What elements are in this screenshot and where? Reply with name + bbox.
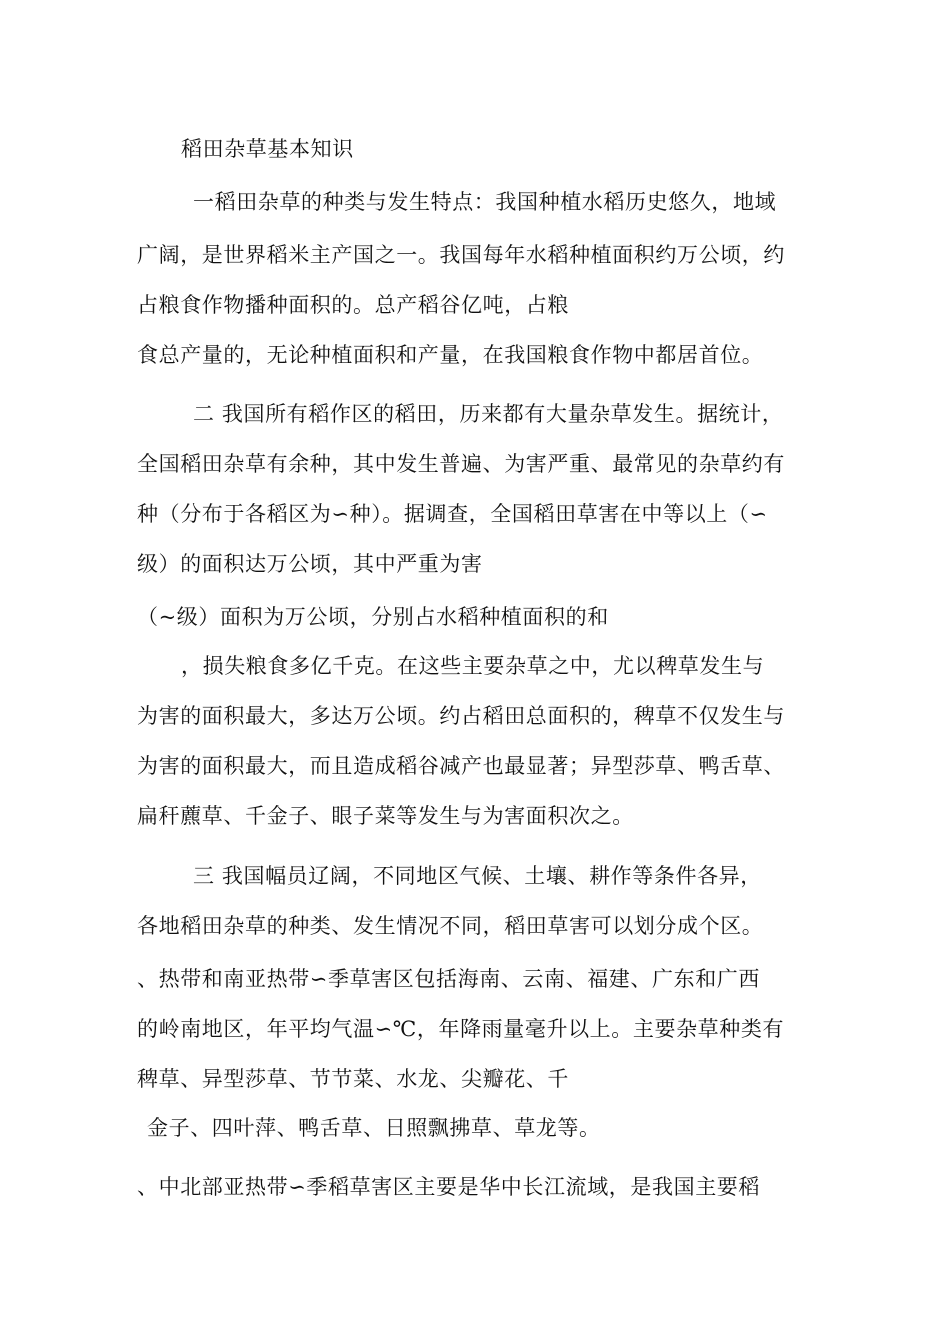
paragraph-line: 一稻田杂草的种类与发生特点：我国种植水稻历史悠久，地域 [193, 190, 777, 214]
paragraph-line: 稗草、异型莎草、节节菜、水龙、尖瓣花、千 [137, 1067, 569, 1091]
paragraph-line: 广阔，是世界稻米主产国之一。我国每年水稻种植面积约万公顷，约 [137, 243, 785, 267]
paragraph-line: 为害的面积最大，多达万公顷。约占稻田总面积的，稗草不仅发生与 [137, 704, 785, 728]
document-title: 稻田杂草基本知识 [181, 137, 354, 161]
paragraph-line: 为害的面积最大，而且造成稻谷减产也最显著；异型莎草、鸭舌草、 [137, 754, 785, 778]
paragraph-line: （~级）面积为万公顷，分别占水稻种植面积的和 [137, 605, 609, 629]
paragraph-line: 、中北部亚热带∽季稻草害区主要是华中长江流域，是我国主要稻 [137, 1175, 760, 1199]
paragraph-line: 全国稻田杂草有余种，其中发生普遍、为害严重、最常见的杂草约有 [137, 452, 785, 476]
paragraph-line: 的岭南地区，年平均气温∽℃，年降雨量毫升以上。主要杂草种类有 [137, 1017, 785, 1041]
paragraph-line: ，损失粮食多亿千克。在这些主要杂草之中，尤以稗草发生与 [181, 654, 765, 678]
paragraph-line: 金子、四叶萍、鸭舌草、日照飘拂草、草龙等。 [147, 1116, 601, 1140]
paragraph-line: 三 我国幅员辽阔，不同地区气候、土壤、耕作等条件各异， [193, 864, 762, 888]
paragraph-line: 各地稻田杂草的种类、发生情况不同，稻田草害可以划分成个区。 [137, 914, 764, 938]
paragraph-line: 食总产量的，无论种植面积和产量，在我国粮食作物中都居首位。 [137, 343, 764, 367]
paragraph-line: 占粮食作物播种面积的。总产稻谷亿吨，占粮 [137, 293, 569, 317]
paragraph-line: 种（分布于各稻区为∽种）。据调查，全国稻田草害在中等以上（∽ [137, 502, 768, 526]
paragraph-line: 二 我国所有稻作区的稻田，历来都有大量杂草发生。据统计， [193, 402, 784, 426]
paragraph-line: 级）的面积达万公顷，其中严重为害 [137, 552, 483, 576]
paragraph-line: 、热带和南亚热带∽季草害区包括海南、云南、福建、广东和广西 [137, 967, 760, 991]
paragraph-line: 扁秆藨草、千金子、眼子菜等发生与为害面积次之。 [137, 804, 634, 828]
